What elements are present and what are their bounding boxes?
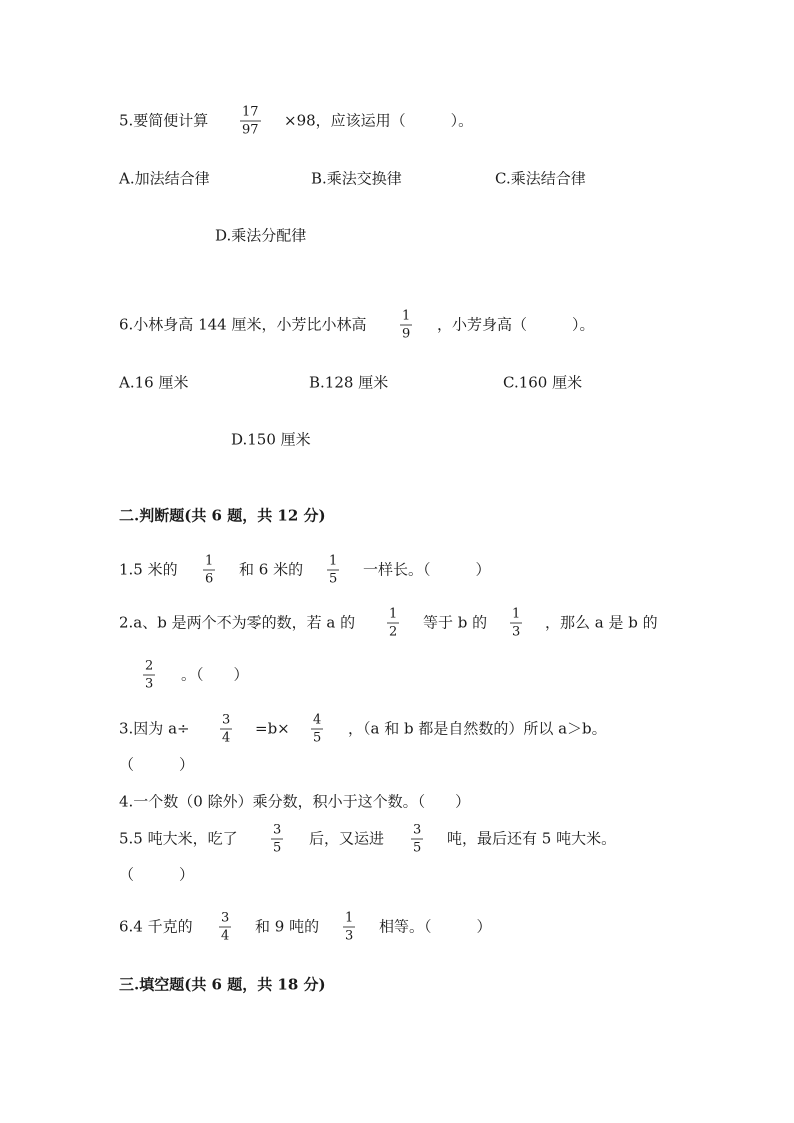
fraction-numerator: 17 (242, 104, 259, 120)
fraction-denominator: 2 (389, 624, 398, 640)
j1-fraction-2 (327, 555, 339, 586)
j6-text-c: 相等。（ ） (379, 917, 492, 936)
fraction-numerator: 3 (413, 822, 422, 838)
q6-option-c: C.160 厘米 (503, 373, 583, 392)
j5-text-b: 后，又运进 (309, 829, 385, 848)
j6-fraction-2 (343, 912, 355, 943)
fraction-denominator: 3 (512, 624, 521, 640)
section-heading: 二.判断题(共 6 题，共 12 分) (119, 506, 326, 525)
j5-text-d: （ ） (119, 865, 195, 884)
fraction-numerator: 3 (273, 822, 282, 838)
q5-fraction (240, 106, 261, 137)
q5-option-b: B.乘法交换律 (311, 169, 402, 188)
q6-option-a: A.16 厘米 (119, 373, 189, 392)
q5-text-pre: 5.要简便计算 (119, 111, 209, 130)
fraction-denominator: 97 (242, 122, 259, 138)
fraction-numerator: 1 (402, 308, 411, 324)
fraction-denominator: 4 (221, 928, 230, 944)
j6-text-a: 6.4 千克的 (119, 917, 193, 936)
j1-text-b: 和 6 米的 (239, 560, 304, 579)
fraction-denominator: 4 (222, 730, 231, 746)
j2-text-b: 等于 b 的 (423, 613, 488, 632)
j1-fraction-1 (203, 555, 215, 586)
j2-text-d: 。（ ） (181, 665, 249, 684)
fraction-numerator: 1 (345, 910, 354, 926)
fraction-denominator: 9 (402, 326, 411, 342)
q5-option-c: C.乘法结合律 (495, 169, 586, 188)
j4-text-a: 4.一个数（0 除外）乘分数，积小于这个数。（ ） (119, 792, 471, 811)
q5-option-d: D.乘法分配律 (215, 226, 307, 245)
j2-text-a: 2.a、b 是两个不为零的数，若 a 的 (119, 613, 356, 632)
j3-text-a: 3.因为 a÷ (119, 719, 190, 738)
j3-text-b: =b× (255, 719, 290, 738)
q6-fraction (400, 310, 412, 341)
fraction-numerator: 1 (205, 553, 214, 569)
j1-text-c: 一样长。（ ） (363, 560, 491, 579)
j2-fraction-3 (143, 660, 155, 691)
fraction-denominator: 5 (313, 730, 322, 746)
j1-text-a: 1.5 米的 (119, 560, 178, 579)
j2-text-c: ，那么 a 是 b 的 (545, 613, 658, 632)
section-heading: 三.填空题(共 6 题，共 18 分) (119, 975, 326, 994)
q6-option-d: D.150 厘米 (231, 430, 311, 449)
j3-fraction-2 (311, 714, 323, 745)
j6-text-b: 和 9 吨的 (255, 917, 320, 936)
fraction-numerator: 3 (221, 910, 230, 926)
q5-text-post: ×98，应该运用（ ）。 (284, 111, 474, 130)
fraction-denominator: 3 (345, 928, 354, 944)
fraction-denominator: 5 (413, 840, 422, 856)
fraction-numerator: 1 (389, 606, 398, 622)
j6-fraction-1 (219, 912, 231, 943)
q5-option-a: A.加法结合律 (119, 169, 210, 188)
fraction-denominator: 5 (329, 571, 338, 587)
fraction-numerator: 3 (222, 712, 231, 728)
fraction-numerator: 4 (313, 712, 322, 728)
j3-text-c: ，（a 和 b 都是自然数的）所以 a＞b。 (348, 719, 607, 738)
j3-fraction-1 (220, 714, 232, 745)
j5-text-c: 吨，最后还有 5 吨大米。 (447, 829, 617, 848)
j5-fraction-2 (411, 824, 423, 855)
j2-fraction-2 (510, 608, 522, 639)
q6-text-pre: 6.小林身高 144 厘米，小芳比小林高 (119, 315, 367, 334)
fraction-numerator: 1 (329, 553, 338, 569)
j2-fraction-1 (387, 608, 399, 639)
j5-text-a: 5.5 吨大米，吃了 (119, 829, 238, 848)
fraction-denominator: 6 (205, 571, 214, 587)
fraction-denominator: 5 (273, 840, 282, 856)
q6-option-b: B.128 厘米 (309, 373, 389, 392)
j3-text-d: （ ） (119, 755, 195, 774)
q6-text-post: ，小芳身高（ ）。 (437, 315, 595, 334)
fraction-numerator: 2 (145, 658, 154, 674)
j5-fraction-1 (271, 824, 283, 855)
fraction-denominator: 3 (145, 676, 154, 692)
fraction-numerator: 1 (512, 606, 521, 622)
